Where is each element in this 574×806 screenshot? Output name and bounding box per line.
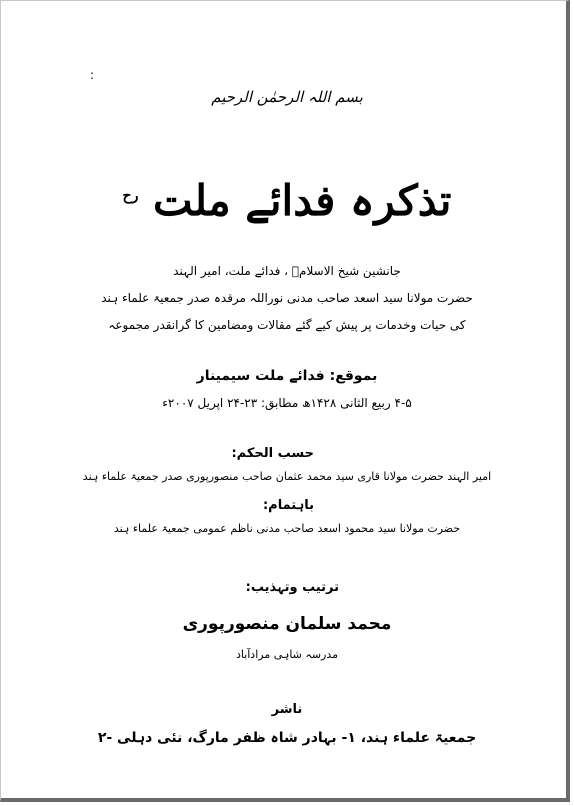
by-order-label: حسب الحکم: xyxy=(231,446,314,461)
subtitle-line-1: جانشین شیخ الاسلامؒ ، فدائے ملت، امیر الہند xyxy=(173,264,401,278)
arrangement-text: حضرت مولانا سید محمود اسعد صاحب مدنی ناظم عمومی جمعیۃ علماء ہند xyxy=(113,522,461,535)
basmala: بسم اللہ الرحمٰن الرحیم xyxy=(211,88,363,106)
corner-mark: : xyxy=(90,68,95,82)
publisher-address: جمعیۃ علماء ہند، ۱- بہادر شاہ ظفر مارگ، نئی دہلی -۲ xyxy=(97,730,477,746)
subtitle-line-2: حضرت مولانا سید اسعد صاحب مدنی نوراللہ مرقدہ صدر جمعیۃ علماء ہند xyxy=(101,291,473,305)
book-title xyxy=(0,176,574,225)
publisher-label: ناشر xyxy=(271,702,303,717)
arrangement-label: باہتمام: xyxy=(262,498,314,513)
compiler-institution: مدرسہ شاہی مرادآباد xyxy=(235,648,339,661)
by-order-text: امیر الہند حضرت مولانا قاری سید محمد عثمان صاحب منصورپوری صدر جمعیۃ علماء ہند xyxy=(82,470,492,483)
title-text: تذکرہ فدائے ملت xyxy=(152,176,452,225)
dates-line: ۴-۵ ربیع الثانی ۱۴۲۸ھ مطابق: ۲۳-۲۴ اپریل ۲۰۰۷ء xyxy=(162,396,412,410)
subtitle-line-3: کی حیات وخدمات پر پیش کیے گئے مقالات ومضامین کا گرانقدر مجموعہ xyxy=(108,318,466,332)
title-honorific: رح xyxy=(122,188,139,204)
occasion-line: بموقع: فدائے ملت سیمینار xyxy=(196,368,378,384)
compiler-label: ترتیب وتہذیب: xyxy=(245,580,339,595)
compiler-name: محمد سلمان منصورپوری xyxy=(182,614,392,634)
